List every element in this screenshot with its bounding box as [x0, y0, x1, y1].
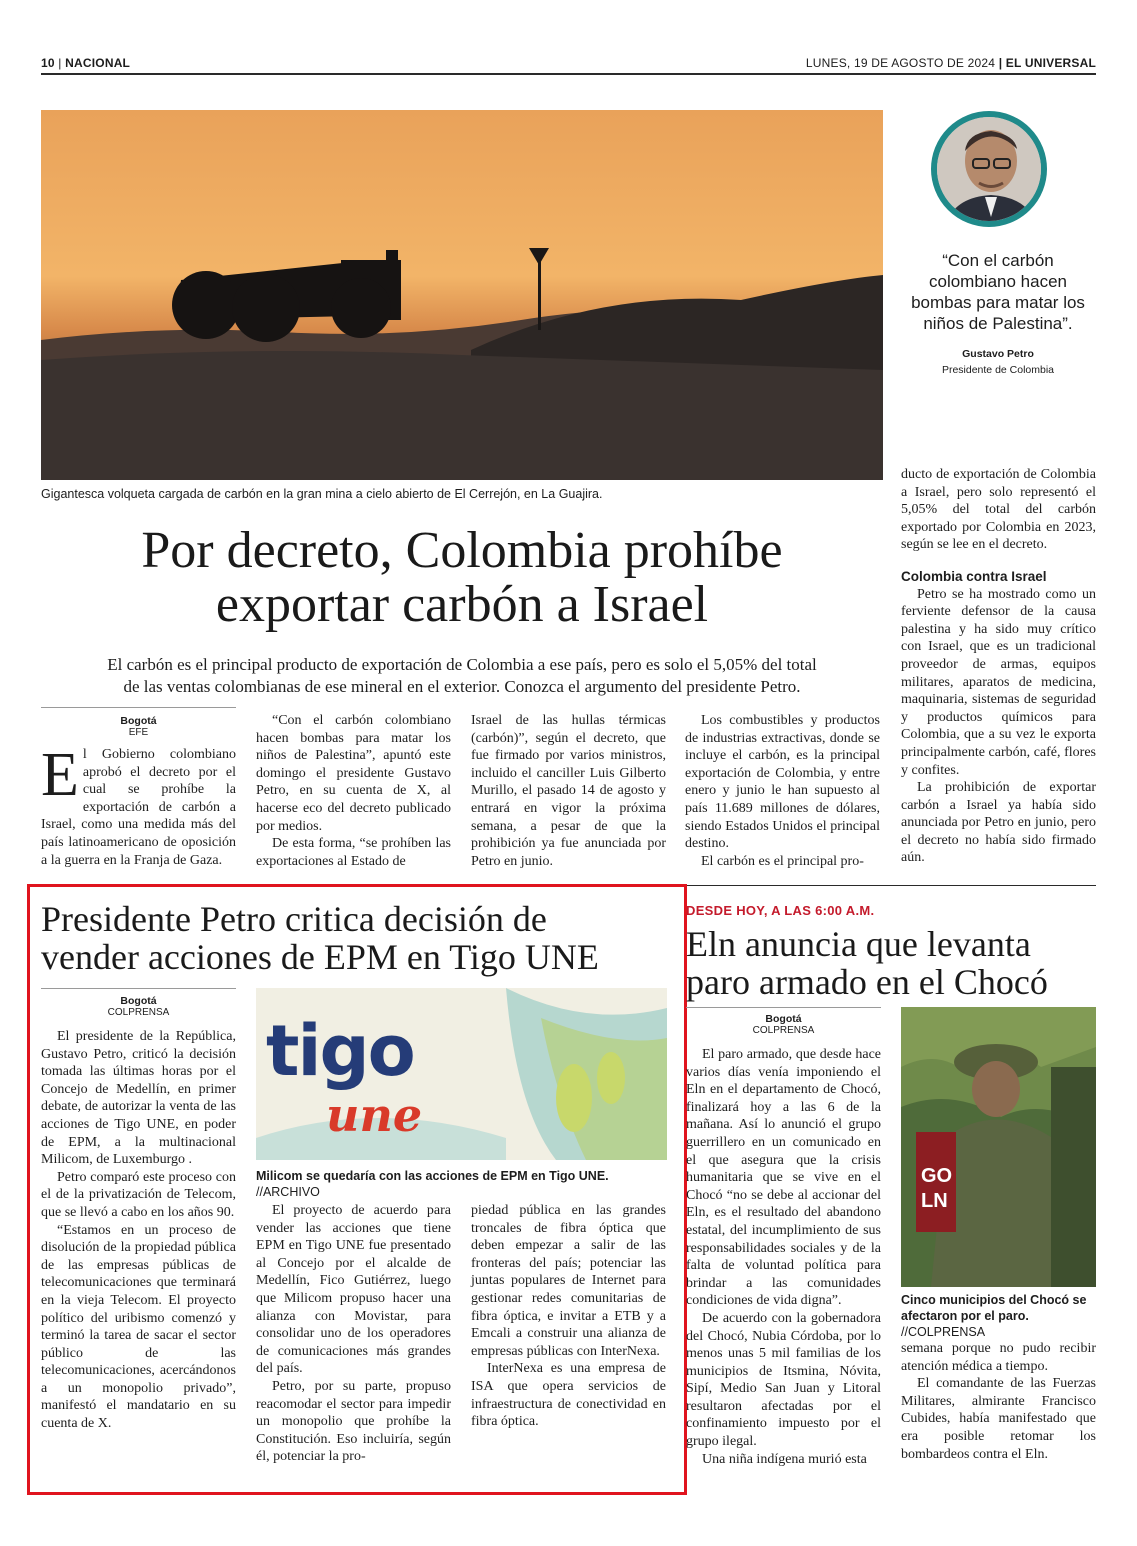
- main-headline-line2: exportar carbón a Israel: [215, 576, 709, 633]
- svg-text:GO: GO: [921, 1165, 953, 1187]
- epm-byline: [41, 996, 236, 1018]
- epm-col-1: [41, 1028, 236, 1433]
- eln-col-1: [686, 1046, 881, 1468]
- main-byline-city: Bogotá: [120, 715, 157, 727]
- page-header-right: LUNES, 19 DE AGOSTO DE 2024 | EL UNIVERSAL: [805, 56, 1096, 70]
- main-deck: [41, 654, 883, 698]
- epm-col-3-p2: InterNexa es una empresa de ISA que opera servicios de infraestructura de conectividad en fibra óptica.: [471, 1361, 666, 1430]
- epm-byline-city: Bogotá: [120, 995, 157, 1007]
- main-headline: [41, 524, 883, 632]
- eln-caption-text: Cinco municipios del Chocó se afectaron por el paro.: [901, 1293, 1087, 1323]
- pull-quote: “Con el carbón colombiano hacen bombas para matar los niños de Palestina”.: [911, 251, 1085, 333]
- eln-caption-credit: //COLPRENSA: [901, 1325, 986, 1339]
- tigo-logo-text: tigo: [266, 1010, 414, 1092]
- epm-byline-rule: [41, 988, 236, 989]
- tigo-caption-credit: //ARCHIVO: [256, 1185, 320, 1199]
- main-byline: [41, 716, 236, 738]
- epm-col-2-p1: El proyecto de acuerdo para vender las acciones que tiene EPM en Tigo UNE fue presentado al Concejo por el alcalde de Medellín, Fico Gutiérrez, luego que Milicom propuso hacer una alianza con Movistar, para consolidar uno de los operadores de comunicaciones más grandes del país.: [256, 1203, 451, 1377]
- main-deck-line2: de las ventas colombianas de ese mineral en el exterior. Conozca el argumento del presidente Petro.: [123, 677, 801, 696]
- eln-headline-line2: paro armado en el Chocó: [686, 962, 1048, 1002]
- drop-cap: E: [41, 741, 79, 809]
- main-col-4-p2: El carbón es el principal pro-: [701, 853, 864, 869]
- eln-byline-city: Bogotá: [765, 1013, 802, 1025]
- une-logo-text: une: [326, 1088, 423, 1142]
- section-name: NACIONAL: [65, 56, 131, 70]
- eln-byline: [686, 1014, 881, 1036]
- newspaper-name: EL UNIVERSAL: [1005, 56, 1096, 70]
- main-col-5-p3: La prohibición de exportar carbón a Israel ya había sido anunciada por Petro en junio, pero el decreto no había sido firmado aún.: [901, 780, 1096, 866]
- epm-col-3: [471, 1202, 666, 1431]
- main-deck-line1: El carbón es el principal producto de exportación de Colombia a ese país, pero es solo el 5,05% del total: [107, 655, 817, 674]
- epm-col-3-p1: piedad pública en las grandes troncales de fibra óptica que deben empezar a salir de las fronteras del país; potenciar las juntas populares de Internet para gestionar redes comunitarias de fibra óptica, e invitar a ETB y a Emcali a construir una alianza de empresas públicas con InterNexa.: [471, 1203, 666, 1359]
- eln-byline-rule: [686, 1007, 881, 1008]
- eln-headline: [686, 925, 1096, 1001]
- epm-col-2-p2: Petro, por su parte, propuso reacomodar el sector para impedir un monopolio que prohíbe la Constitución. Eso incluiría, según él, potenciar la pro-: [256, 1378, 451, 1465]
- byline-rule: [41, 707, 236, 708]
- page-header-left: [41, 56, 130, 70]
- issue-date: LUNES, 19 DE AGOSTO DE 2024: [805, 56, 996, 70]
- petro-portrait: [931, 111, 1047, 227]
- eln-kicker: DESDE HOY, A LAS 6:00 A.M.: [686, 903, 875, 918]
- epm-col-2: [256, 1202, 451, 1466]
- epm-col-1-p1: El presidente de la República, Gustavo Petro, criticó la decisión tomada las últimas horas por el Concejo de Medellín, en primer debate, de autorizar la venta de las acciones de Tigo UNE, en poder de EPM, a la multinacional Milicom, de Luxemburgo .: [41, 1029, 236, 1168]
- main-col-4: [685, 712, 880, 870]
- main-col-1-text: l Gobierno colombiano aprobó el decreto por el cual se prohíbe la exportación de carbón a Israel, como una medida más del país latinoamericano de oposición a la guerra en la Franja de Gaza.: [41, 747, 236, 868]
- epm-headline-line1: Presidente Petro critica decisión de: [41, 899, 547, 939]
- eln-byline-agency: COLPRENSA: [752, 1025, 815, 1036]
- epm-headline: [41, 900, 671, 976]
- page-number: 10: [41, 56, 55, 70]
- quote-author-role: Presidente de Colombia: [941, 364, 1055, 376]
- header-separator: |: [58, 56, 66, 70]
- eln-col-1-p3: Una niña indígena murió esta: [702, 1451, 867, 1467]
- coal-truck-illustration: [41, 110, 883, 480]
- main-col-2-p1: “Con el carbón colombiano hacen bombas para matar los niños de Palestina”, apuntó este domingo el presidente Gustavo Petro, en su cuenta de X, al hacerse eco del decreto publicado por medios.: [256, 713, 451, 834]
- eln-col-1-p1: El paro armado, que desde hace varios días venía imponiendo el Eln en el departamento de Chocó, finalizará hoy a las 6 de la mañana. Así lo anunció el grupo guerrillero en un comunicado en el que asegura que la crisis humanitaria que se vive en el Chocó “no se debe al accionar del Eln, es el resultado del abandono estatal, del incumplimiento de sus responsabilidades sociales y de la falta de voluntad política para brindar a las comunidades condiciones de vida digna”.: [686, 1047, 881, 1309]
- coal-truck-photo: [41, 110, 883, 480]
- main-col-5: [901, 466, 1096, 867]
- main-col-1: [41, 741, 236, 869]
- epm-byline-agency: COLPRENSA: [107, 1007, 170, 1018]
- main-col-3-p1: Israel de las hullas térmicas (carbón)”, según el decreto, que fue firmado por varios ministros, incluido el canciller Luis Gilberto Murillo, el pasado 14 de agosto y entrará en vigor la próxima semana, a pesar de que la prohibición ya fue anunciada por Petro en junio.: [471, 713, 666, 869]
- eln-col-2: [901, 1340, 1096, 1463]
- tigo-caption-text: Milicom se quedaría con las acciones de EPM en Tigo UNE.: [256, 1169, 609, 1183]
- main-col-5-p2: Petro se ha mostrado como un ferviente defensor de la causa palestina y ha sido muy crítico con Israel, que es un tradicional proveedor de armas, equipos militares, aparatos de medicina, maquinaria, sistemas de seguridad y productos químicos para Colombia, que a su vez le exporta principalmente carbón, café, flores y confites.: [901, 586, 1096, 778]
- eln-col-2-p2: El comandante de las Fuerzas Militares, almirante Francisco Cubides, había manifestado que era posible retomar los bombardeos contra el Eln.: [901, 1376, 1096, 1462]
- tigo-une-logo-photo: [256, 988, 667, 1160]
- portrait-illustration: [937, 117, 1041, 221]
- eln-col-2-p1: semana porque no pudo recibir atención médica a tiempo.: [901, 1341, 1096, 1374]
- main-col-2-p2: De esta forma, “se prohíben las exportaciones al Estado de: [256, 836, 451, 869]
- eln-photo-illustration: [901, 1007, 1096, 1287]
- main-col-5-p1: ducto de exportación de Colombia a Israel, pero solo representó el 5,05% del total del carbón exportado por Colombia en 2023, según se lee en el decreto.: [901, 467, 1096, 553]
- main-col-5-subhead: Colombia contra Israel: [901, 568, 1047, 584]
- tigo-photo-caption: [256, 1168, 667, 1200]
- main-col-3: [471, 712, 666, 870]
- epm-col-1-p3: “Estamos en un proceso de disolución de la propiedad pública de las empresas públicas de telecomunicaciones que terminará en la vieja Telecom. El proyecto político del uribismo comenzó y terminó la tarea de sacar el sector público de las telecomunicaciones, acercándonos a un monopolio privado”, manifestó el mandatario en su cuenta de X.: [41, 1222, 236, 1432]
- epm-col-1-p2: Petro comparó este proceso con el de la privatización de Telecom, que se llevó a cabo en los años 90.: [41, 1169, 236, 1220]
- quote-author: Gustavo Petro: [962, 348, 1034, 360]
- eln-headline-line1: Eln anuncia que levanta: [686, 924, 1031, 964]
- svg-text:LN: LN: [921, 1190, 948, 1212]
- eln-col-1-p2: De acuerdo con la gobernadora del Chocó, Nubia Córdoba, por lo menos unas 5 mil familias de los municipios de Itsmina, Nóvita, Sipí, Medio San Juan y Litoral resultaron afectadas por el confinamiento impuesto por el grupo ilegal.: [686, 1310, 881, 1450]
- main-byline-agency: EFE: [128, 727, 149, 738]
- main-headline-line1: Por decreto, Colombia prohíbe: [141, 522, 783, 579]
- eln-soldiers-photo: [901, 1007, 1096, 1287]
- epm-headline-line2: vender acciones de EPM en Tigo UNE: [41, 937, 599, 977]
- eln-photo-caption: [901, 1292, 1096, 1340]
- coal-photo-caption: Gigantesca volqueta cargada de carbón en la gran mina a cielo abierto de El Cerrejón, en La Guajira.: [41, 487, 603, 501]
- main-col-2: [256, 712, 451, 870]
- main-col-4-p1: Los combustibles y productos de industrias extractivas, donde se incluye el carbón, es la principal exportación de Colombia, y entre enero y junio le han supuesto al país 11.689 millones de dólares, siendo Estados Unidos el principal destino.: [685, 713, 880, 852]
- header-rule: [41, 73, 1096, 75]
